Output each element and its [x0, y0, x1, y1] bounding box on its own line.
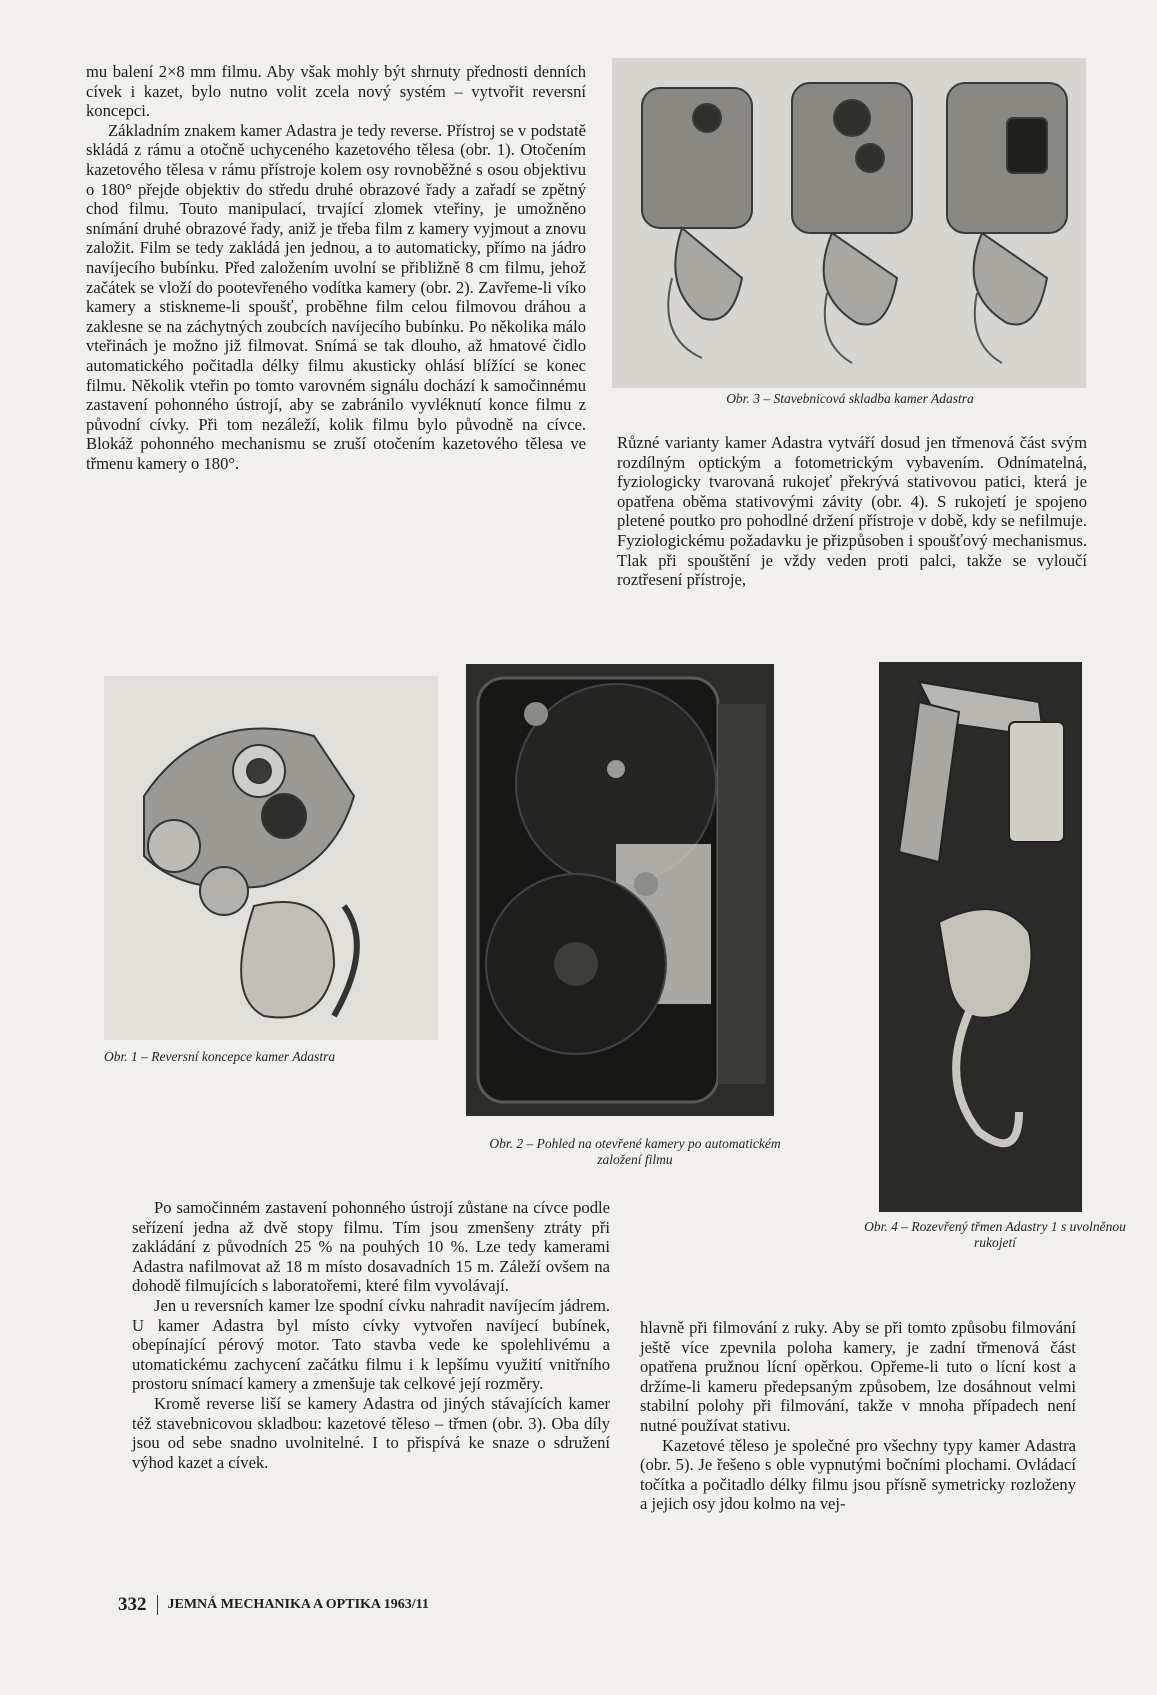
- paragraph: Kromě reverse liší se kamery Adastra od jiných stávajících kamer též stavebnicovou skladbou: kazetové těleso – třmen (obr. 3). Oba díly jsou od sebe snadno uvolnitelné. I to přispívá ke snaze o sdružení výhod kazet a cívek.: [132, 1393, 610, 1472]
- paragraph: Kazetové těleso je společné pro všechny typy kamer Adastra (obr. 5). Je řešeno s oble vypnutými bočními plochami. Ovládací točítka a počitadlo délky filmu jsou přísně symetricky rozloženy a jejich osy jdou kolmo na vej-: [640, 1435, 1076, 1514]
- paragraph: Základním znakem kamer Adastra je tedy reverse. Přístroj se v podstatě skládá z rámu a otočně uchyceného kazetového tělesa (obr. 1). Otočením kazetového tělesa v rámu přístroje kolem osy rovnoběžné s osou objektivu o 180° přejde objektiv do středu druhé obrazové řady a zařadí se zpětný chod filmu. Touto manipulací, trvající zlomek vteřiny, je umožněno snímání druhé obrazové řady, aniž je třeba film z kamery vyjmout a znovu založit. Film se tedy zakládá jen jednou, a to automaticky, přímo na jádro navíjecího bubínku. Před založením uvolní se přibližně 8 cm filmu, jehož začátek se vloží do pootevřeného vodítka kamery (obr. 2). Zavřeme-li víko kamery a stiskneme-li spoušť, proběhne film celou filmovou dráhou a zaklesne se na záchytných zoubcích navíjecího bubínku. Po několika málo vteřinách je možno již filmovat. Snímá se tak dlouho, až hmatové čidlo automatického počitadla délky filmu akusticky ohlásí blížící se konec filmu. Několik vteřin po tomto varovném signálu dochází k samočinnému zastavení pohonného ústrojí, aby se zabránilo vyvléknutí konce filmu z původní cívky. Při tom nezáleží, kolik filmu bylo původně na cívce. Blokáž pohonného mechanismu se zruší otočením kazetového tělesa ve třmenu kamery o 180°.: [86, 120, 586, 473]
- column-2: [617, 433, 1087, 590]
- paragraph: hlavně při filmování z ruky. Aby se při tomto způsobu filmování ještě více zpevnila poloha kamery, je zadní třmenová část opatřena pružnou lícní opěrkou. Opřeme-li tuto o lícní kost a držíme-li kameru předepsaným způsobem, lze dosáhnout velmi stabilní polohy při filmování, takže v mnoha případech není nutné používat stativu.: [640, 1318, 1076, 1435]
- column-4: [640, 1318, 1076, 1514]
- figure-1-photo: [104, 676, 438, 1040]
- divider: [157, 1595, 158, 1615]
- paragraph: Různé varianty kamer Adastra vytváří dosud jen třmenová část svým rozdílným optickým a fotometrickým vybavením. Odnímatelná, fyziologicky tvarovaná rukojeť překrývá stativovou patici, která je opatřena oběma stativovými závity (obr. 4). S rukojetí je spojeno pletené poutko pro pohodlné držení přístroje v době, kdy se nefilmuje. Fyziologickému požadavku je přizpůsoben i spoušťový mechanismus. Tlak při spouštění je vždy veden proti palci, takže se vyloučí roztřesení přístroje,: [617, 433, 1087, 590]
- figure-3-caption: Obr. 3 – Stavebnicová skladba kamer Adastra: [726, 391, 974, 406]
- page-number: 332: [118, 1594, 147, 1615]
- column-3: [132, 1198, 610, 1472]
- paragraph: Po samočinném zastavení pohonného ústrojí zůstane na cívce podle seřízení jedna až dvě stopy filmu. Tím jsou zmenšeny ztráty při zakládání z původních 25 % na pouhých 10 %. Lze tedy kamerami Adastra nafilmovat až 18 m místo dosavadních 15 m. Záleží ovšem na dohodě filmujících s laboratořemi, které film vyvolávají.: [132, 1198, 610, 1296]
- paragraph: mu balení 2×8 mm filmu. Aby však mohly být shrnuty přednosti denních cívek i kazet, bylo nutno volit zcela nový systém – vytvořit reversní koncepci.: [86, 62, 586, 121]
- figure-4-caption: Obr. 4 – Rozevřený třmen Adastry 1 s uvolněnou rukojetí: [864, 1219, 1126, 1250]
- paragraph: Jen u reversních kamer lze spodní cívku nahradit navíjecím jádrem. U kamer Adastra byl místo cívky vytvořen navíjecí bubínek, obepínající pérový motor. Tato stavba vede ke spolehlivému a utomatickému zachycení začátku filmu i k lepšímu využití vnitřního prostoru snímací kamery a zmenšuje tak celkové její rozměry.: [132, 1295, 610, 1394]
- figure-3-photo: [612, 58, 1086, 388]
- journal-title: JEMNÁ MECHANIKA A OPTIKA 1963/11: [167, 1597, 429, 1612]
- column-1: [86, 62, 586, 473]
- figure-1-caption: Obr. 1 – Reversní koncepce kamer Adastra: [104, 1049, 336, 1064]
- figure-2-caption: Obr. 2 – Pohled na otevřené kamery po automatickém založení filmu: [489, 1136, 781, 1167]
- page-footer: [118, 1594, 429, 1616]
- figure-2-photo: [466, 664, 774, 1116]
- figure-4-photo: [879, 662, 1082, 1212]
